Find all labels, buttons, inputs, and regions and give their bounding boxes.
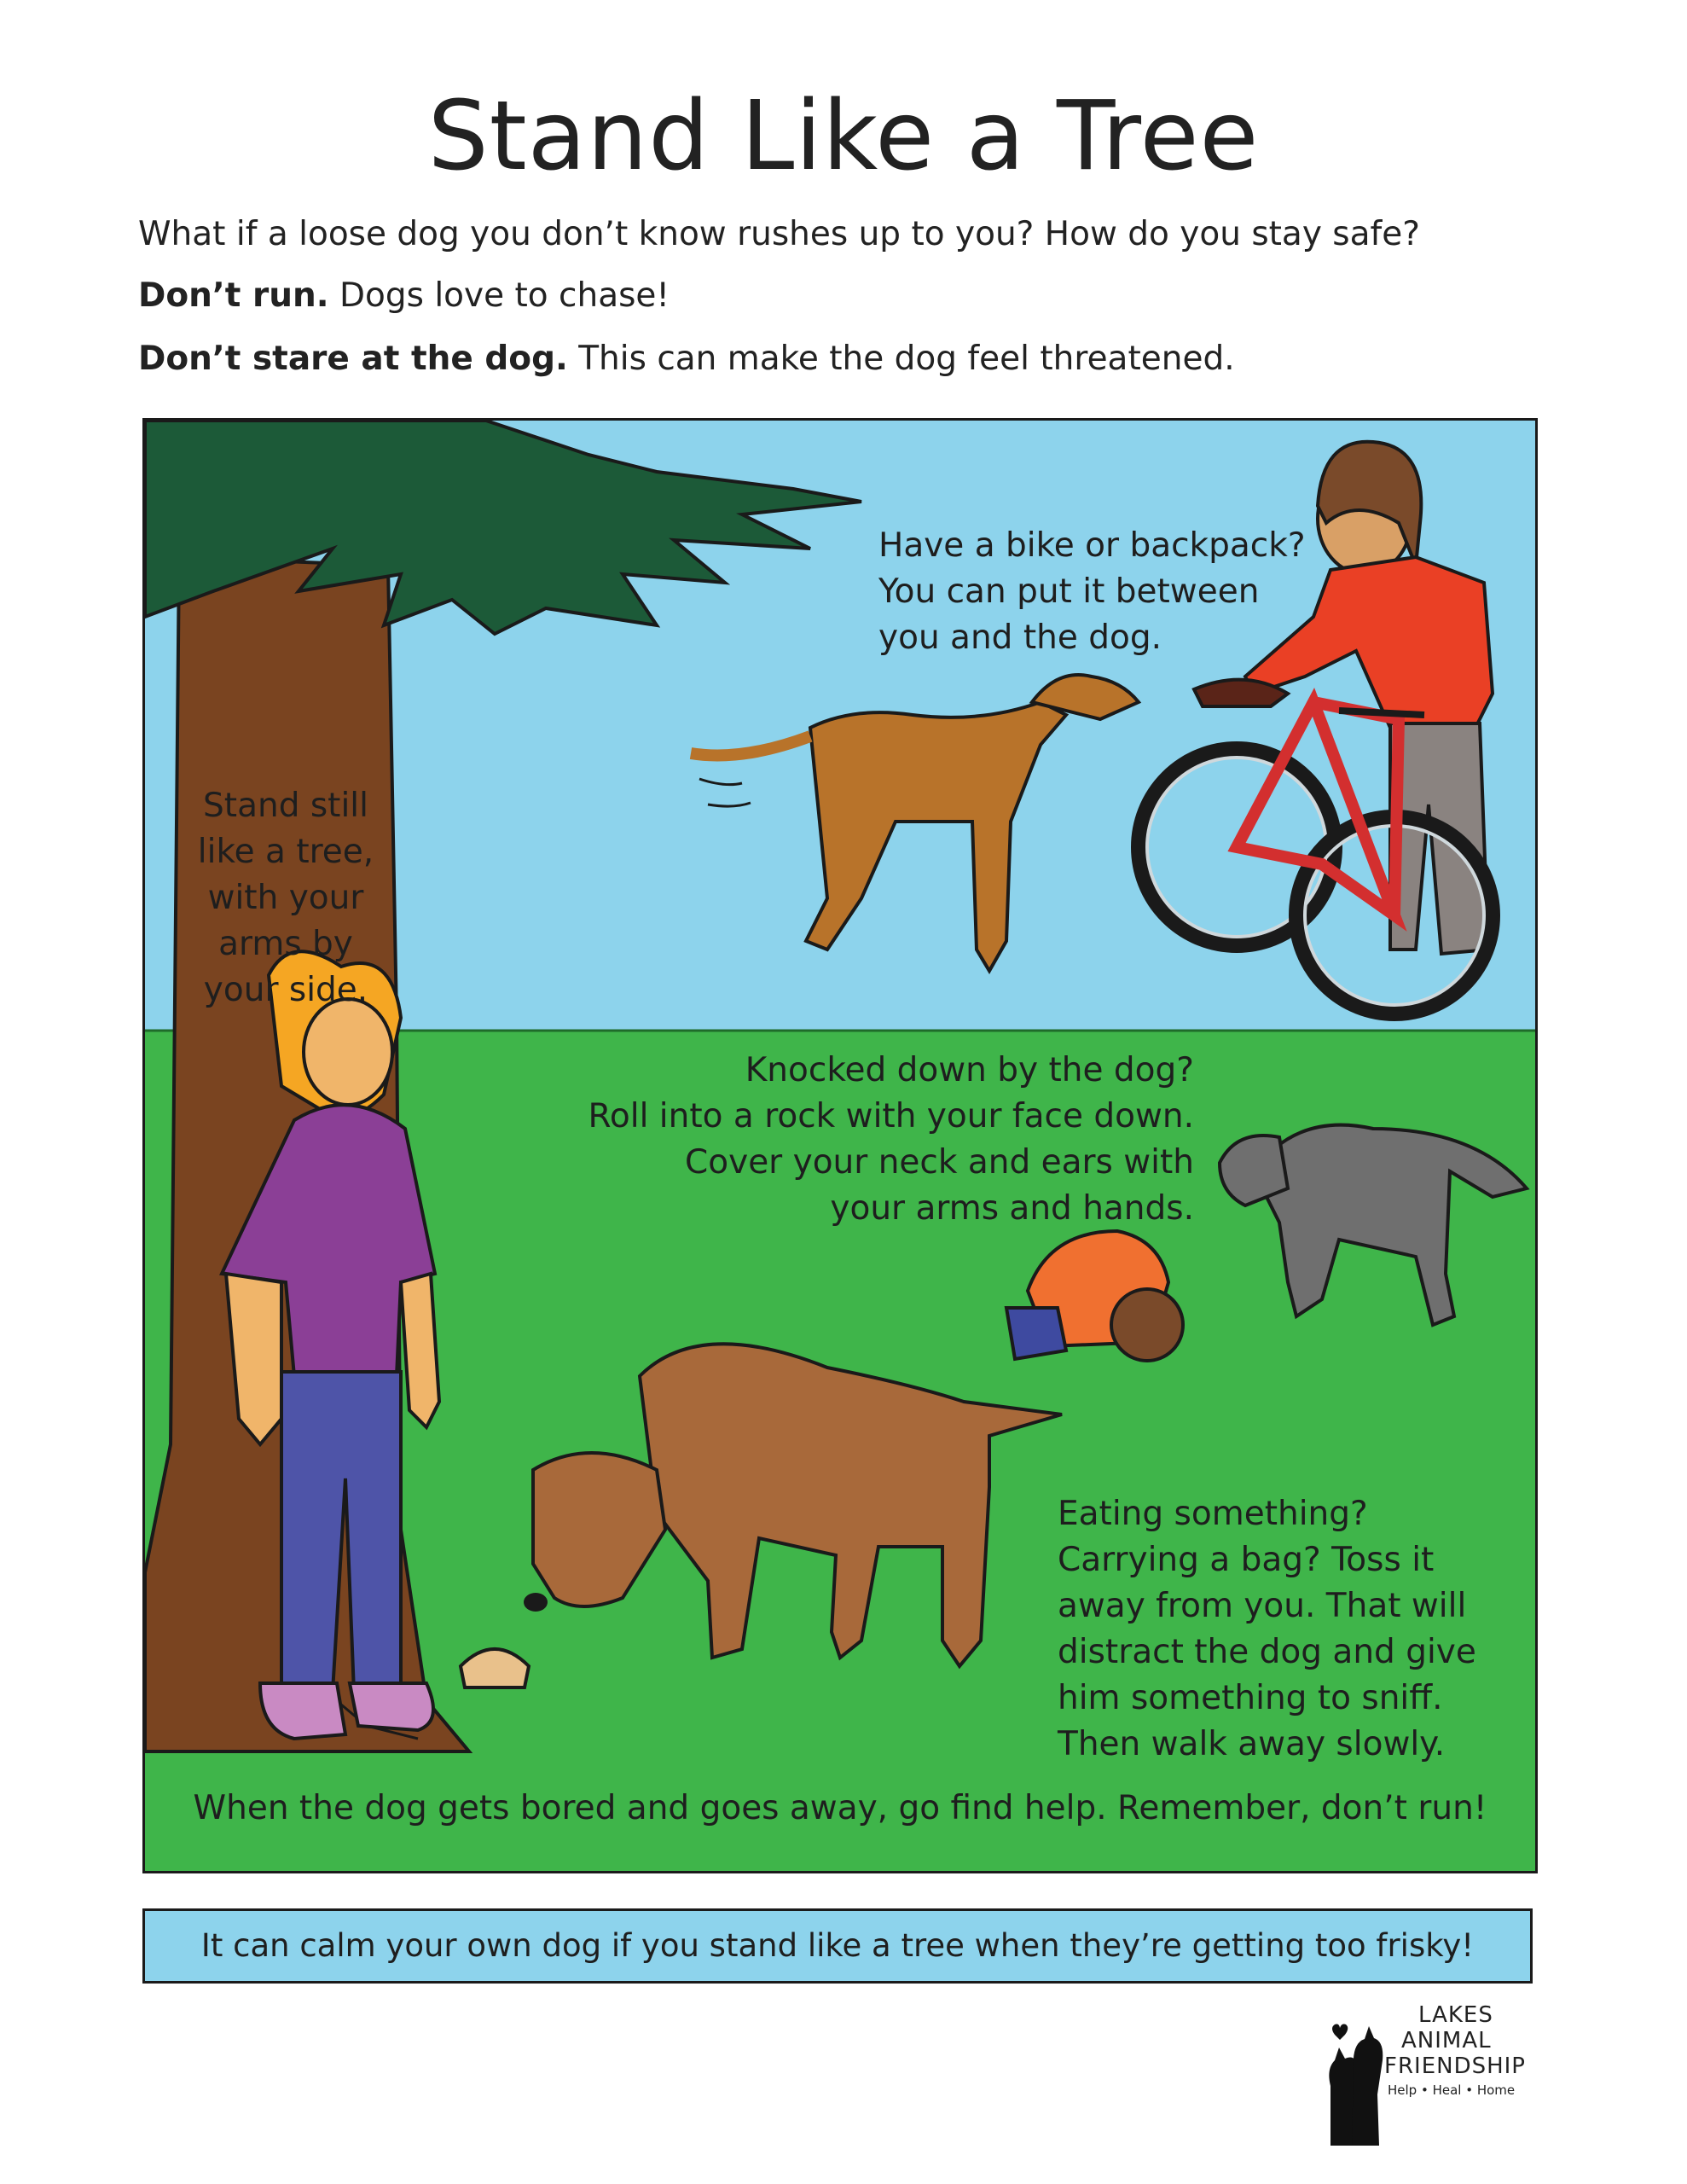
logo-line-3: FRIENDSHIP bbox=[1384, 2053, 1526, 2079]
knocked-down-line: Roll into a rock with your face down. bbox=[588, 1097, 1194, 1136]
knocked-down-line: Knocked down by the dog? bbox=[745, 1051, 1194, 1089]
cat-dog-silhouette-icon bbox=[1318, 2001, 1386, 2154]
intro-question: What if a loose dog you don’t know rushes up to you? How do you stay safe? bbox=[138, 215, 1420, 253]
eating-tip-line: him something to sniff. bbox=[1058, 1679, 1443, 1717]
eating-tip-line: Eating something? bbox=[1058, 1495, 1368, 1533]
rule-stare-text: This can make the dog feel threatened. bbox=[578, 340, 1235, 378]
heart-icon bbox=[1332, 2024, 1348, 2041]
illustration-panel bbox=[142, 418, 1538, 1873]
eating-tip-text bbox=[1058, 1491, 1476, 1768]
intro-rule-run bbox=[138, 276, 670, 315]
stand-still-line: arms by bbox=[218, 925, 353, 963]
logo-line-1: LAKES bbox=[1418, 2002, 1493, 2028]
intro-rule-stare bbox=[138, 340, 1235, 378]
eating-tip-line: away from you. That will bbox=[1058, 1587, 1467, 1625]
eating-tip-line: distract the dog and give bbox=[1058, 1633, 1476, 1671]
rule-run-text: Dogs love to chase! bbox=[339, 276, 670, 315]
eating-tip-line: Then walk away slowly. bbox=[1058, 1725, 1446, 1763]
stand-still-text bbox=[179, 783, 392, 1014]
lakes-animal-friendship-logo bbox=[1318, 2001, 1539, 2154]
bike-tip-text bbox=[878, 523, 1306, 661]
bottom-advice: When the dog gets bored and goes away, go find help. Remember, don’t run! bbox=[193, 1789, 1487, 1827]
stand-still-line: like a tree, bbox=[197, 833, 374, 871]
eating-tip-line: Carrying a bag? Toss it bbox=[1058, 1541, 1435, 1579]
page-title: Stand Like a Tree bbox=[427, 81, 1260, 192]
rule-stare-bold: Don’t stare at the dog. bbox=[138, 340, 568, 378]
stand-still-line: your side. bbox=[203, 971, 368, 1009]
stand-still-line: with your bbox=[207, 879, 364, 917]
tip-box: It can calm your own dog if you stand like a tree when they’re getting too frisky! bbox=[142, 1908, 1533, 1984]
logo-tagline: Help • Heal • Home bbox=[1388, 2082, 1516, 2098]
knocked-down-line: Cover your neck and ears with bbox=[685, 1143, 1194, 1182]
knocked-down-text bbox=[588, 1048, 1194, 1232]
logo-line-2: ANIMAL bbox=[1401, 2028, 1492, 2053]
bike-tip-line: you and the dog. bbox=[878, 619, 1162, 657]
rule-run-bold: Don’t run. bbox=[138, 276, 329, 315]
bike-tip-line: You can put it between bbox=[878, 572, 1260, 611]
stand-still-line: Stand still bbox=[203, 787, 368, 825]
bike-tip-line: Have a bike or backpack? bbox=[878, 526, 1306, 565]
knocked-down-line: your arms and hands. bbox=[830, 1189, 1194, 1228]
